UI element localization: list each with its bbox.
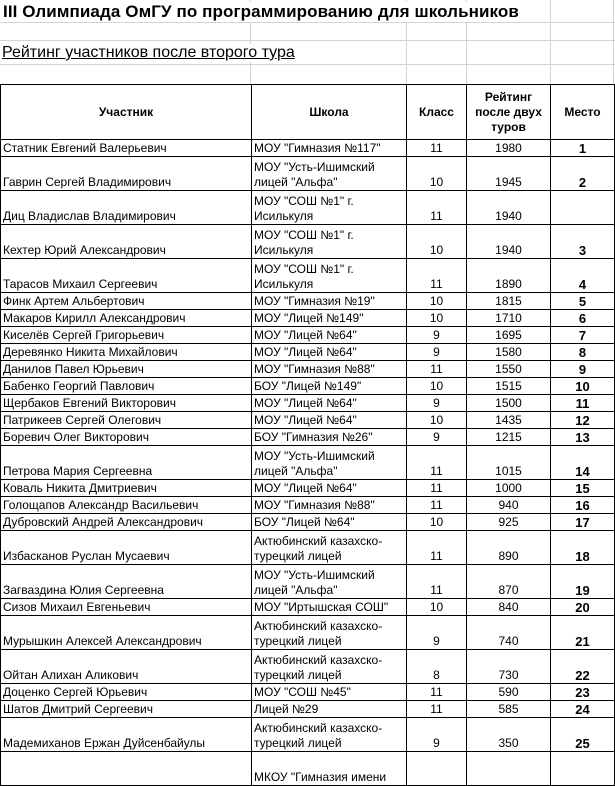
place-cell: 16: [551, 497, 615, 514]
place-cell: 11: [551, 395, 615, 412]
rating-cell: 890: [467, 531, 551, 565]
column-header-place: Место: [551, 85, 615, 140]
table-row: [1, 497, 615, 514]
rating-table: [0, 84, 615, 786]
place-cell: 10: [551, 378, 615, 395]
participant-name-cell: Коваль Никита Дмитриевич: [1, 480, 252, 497]
participant-name-cell: [1, 752, 252, 786]
grade-cell: 11: [407, 497, 467, 514]
table-row: [1, 191, 615, 225]
grade-cell: 11: [407, 140, 467, 157]
grade-cell: 10: [407, 293, 467, 310]
table-row: [1, 718, 615, 752]
school-cell: МОУ "Лицей №64": [252, 480, 407, 497]
participant-name-cell: Патрикеев Сергей Олегович: [1, 412, 252, 429]
place-cell: 17: [551, 514, 615, 531]
participant-name-cell: Макаров Кирилл Александрович: [1, 310, 252, 327]
table-row: [1, 293, 615, 310]
school-cell: Актюбинский казахско-турецкий лицей: [252, 650, 407, 684]
school-cell: МОУ "Лицей №64": [252, 327, 407, 344]
school-cell: Лицей №29: [252, 701, 407, 718]
participant-name-cell: Статник Евгений Валерьевич: [1, 140, 252, 157]
table-row: [1, 310, 615, 327]
participant-name-cell: Ойтан Алихан Аликович: [1, 650, 252, 684]
table-row: [1, 616, 615, 650]
table-row: [1, 480, 615, 497]
school-cell: МОУ "Иртышская СОШ": [252, 599, 407, 616]
rating-cell: 1980: [467, 140, 551, 157]
participant-name-cell: Финк Артем Альбертович: [1, 293, 252, 310]
place-cell: 20: [551, 599, 615, 616]
school-cell: МОУ "Гимназия №88": [252, 361, 407, 378]
participant-name-cell: Тарасов Михаил Сергеевич: [1, 259, 252, 293]
table-row: [1, 514, 615, 531]
table-row: [1, 378, 615, 395]
table-row: [1, 752, 615, 786]
grade-cell: 11: [407, 259, 467, 293]
participant-name-cell: Данилов Павел Юрьевич: [1, 361, 252, 378]
place-cell: [551, 191, 615, 225]
table-row: [1, 361, 615, 378]
rating-cell: 1000: [467, 480, 551, 497]
school-cell: МОУ "СОШ №1" г. Исилькуля: [252, 259, 407, 293]
school-cell: БОУ "Гимназия №26": [252, 429, 407, 446]
table-row: [1, 157, 615, 191]
grade-cell: 10: [407, 514, 467, 531]
column-header-rating: Рейтинг после двух туров: [467, 85, 551, 140]
rating-cell: 1435: [467, 412, 551, 429]
participant-name-cell: Сизов Михаил Евгеньевич: [1, 599, 252, 616]
place-cell: 25: [551, 718, 615, 752]
rating-cell: 1215: [467, 429, 551, 446]
place-cell: 22: [551, 650, 615, 684]
table-header-row: [1, 85, 615, 140]
participant-name-cell: Бабенко Георгий Павлович: [1, 378, 252, 395]
grade-cell: 10: [407, 412, 467, 429]
school-cell: МОУ "Усть-Ишимский лицей "Альфа": [252, 446, 407, 480]
column-header-grade: Класс: [407, 85, 467, 140]
grade-cell: 11: [407, 446, 467, 480]
table-row: [1, 344, 615, 361]
rating-cell: 1550: [467, 361, 551, 378]
school-cell: МОУ "СОШ №1" г. Исилькуля: [252, 191, 407, 225]
rating-cell: 1515: [467, 378, 551, 395]
grade-cell: 11: [407, 531, 467, 565]
grade-cell: 11: [407, 701, 467, 718]
participant-name-cell: Шатов Дмитрий Сергеевич: [1, 701, 252, 718]
school-cell: Актюбинский казахско-турецкий лицей: [252, 531, 407, 565]
place-cell: [551, 752, 615, 786]
grade-cell: 9: [407, 327, 467, 344]
school-cell: МОУ "Гимназия №19": [252, 293, 407, 310]
table-row: [1, 684, 615, 701]
page-title: III Олимпиада ОмГУ по программированию для школьников: [3, 2, 523, 22]
place-cell: 12: [551, 412, 615, 429]
participant-name-cell: Загваздина Юлия Сергеевна: [1, 565, 252, 599]
sheet-gridline: [550, 0, 551, 84]
participant-name-cell: Деревянко Никита Михайлович: [1, 344, 252, 361]
sheet-gridline: [613, 0, 614, 84]
school-cell: МОУ "Лицей №64": [252, 412, 407, 429]
rating-cell: 925: [467, 514, 551, 531]
grade-cell: 10: [407, 310, 467, 327]
rating-cell: 1500: [467, 395, 551, 412]
school-cell: МОУ "СОШ №1" г. Исилькуля: [252, 225, 407, 259]
rating-cell: 585: [467, 701, 551, 718]
place-cell: 3: [551, 225, 615, 259]
school-cell: МОУ "СОШ №45": [252, 684, 407, 701]
place-cell: 7: [551, 327, 615, 344]
school-cell: МОУ "Усть-Ишимский лицей "Альфа": [252, 565, 407, 599]
place-cell: 1: [551, 140, 615, 157]
school-cell: МОУ "Лицей №64": [252, 395, 407, 412]
grade-cell: 9: [407, 344, 467, 361]
school-cell: МОУ "Лицей №149": [252, 310, 407, 327]
grade-cell: 11: [407, 191, 467, 225]
column-header-school: Школа: [252, 85, 407, 140]
place-cell: 2: [551, 157, 615, 191]
school-cell: МОУ "Усть-Ишимский лицей "Альфа": [252, 157, 407, 191]
place-cell: 6: [551, 310, 615, 327]
participant-name-cell: Мадемиханов Ержан Дуйсенбайулы: [1, 718, 252, 752]
school-cell: БОУ "Лицей №64": [252, 514, 407, 531]
rating-cell: 1015: [467, 446, 551, 480]
column-header-participant: Участник: [1, 85, 252, 140]
participant-name-cell: Киселёв Сергей Григорьевич: [1, 327, 252, 344]
school-cell: МКОУ "Гимназия имени: [252, 752, 407, 786]
rating-cell: 1580: [467, 344, 551, 361]
grade-cell: 11: [407, 565, 467, 599]
place-cell: 4: [551, 259, 615, 293]
participant-name-cell: Избасканов Руслан Мусаевич: [1, 531, 252, 565]
rating-cell: 740: [467, 616, 551, 650]
rating-cell: 1815: [467, 293, 551, 310]
sheet-gridline: [0, 22, 615, 23]
rating-cell: 350: [467, 718, 551, 752]
participant-name-cell: Мурышкин Алексей Александрович: [1, 616, 252, 650]
place-cell: 19: [551, 565, 615, 599]
place-cell: 14: [551, 446, 615, 480]
place-cell: 13: [551, 429, 615, 446]
place-cell: 8: [551, 344, 615, 361]
grade-cell: 11: [407, 480, 467, 497]
grade-cell: 11: [407, 361, 467, 378]
rating-cell: [467, 752, 551, 786]
participant-name-cell: Кехтер Юрий Александрович: [1, 225, 252, 259]
grade-cell: 9: [407, 429, 467, 446]
participant-name-cell: Доценко Сергей Юрьевич: [1, 684, 252, 701]
rating-cell: 940: [467, 497, 551, 514]
school-cell: МОУ "Лицей №64": [252, 344, 407, 361]
school-cell: МОУ "Гимназия №88": [252, 497, 407, 514]
grade-cell: 10: [407, 157, 467, 191]
sheet-gridline: [0, 40, 615, 41]
place-cell: 24: [551, 701, 615, 718]
table-row: [1, 259, 615, 293]
participant-name-cell: Гаврин Сергей Владимирович: [1, 157, 252, 191]
table-row: [1, 446, 615, 480]
rating-cell: 1695: [467, 327, 551, 344]
grade-cell: 9: [407, 718, 467, 752]
place-cell: 21: [551, 616, 615, 650]
rating-cell: 730: [467, 650, 551, 684]
rating-cell: 840: [467, 599, 551, 616]
table-row: [1, 395, 615, 412]
participant-name-cell: Боревич Олег Викторович: [1, 429, 252, 446]
participant-name-cell: Щербаков Евгений Викторович: [1, 395, 252, 412]
grade-cell: [407, 752, 467, 786]
table-row: [1, 412, 615, 429]
table-row: [1, 531, 615, 565]
place-cell: 23: [551, 684, 615, 701]
table-row: [1, 565, 615, 599]
school-cell: Актюбинский казахско-турецкий лицей: [252, 616, 407, 650]
rating-cell: 1940: [467, 191, 551, 225]
table-row: [1, 701, 615, 718]
grade-cell: 10: [407, 225, 467, 259]
place-cell: 9: [551, 361, 615, 378]
school-cell: БОУ "Лицей №149": [252, 378, 407, 395]
rating-cell: 1890: [467, 259, 551, 293]
table-row: [1, 599, 615, 616]
grade-cell: 9: [407, 616, 467, 650]
school-cell: МОУ "Гимназия №117": [252, 140, 407, 157]
place-cell: 5: [551, 293, 615, 310]
rating-cell: 870: [467, 565, 551, 599]
school-cell: Актюбинский казахско-турецкий лицей: [252, 718, 407, 752]
rating-cell: 590: [467, 684, 551, 701]
table-row: [1, 650, 615, 684]
grade-cell: 10: [407, 378, 467, 395]
participant-name-cell: Петрова Мария Сергеевна: [1, 446, 252, 480]
rating-cell: 1945: [467, 157, 551, 191]
table-row: [1, 140, 615, 157]
table-row: [1, 429, 615, 446]
grade-cell: 11: [407, 684, 467, 701]
grade-cell: 10: [407, 599, 467, 616]
participant-name-cell: Дубровский Андрей Александрович: [1, 514, 252, 531]
place-cell: 18: [551, 531, 615, 565]
participant-name-cell: Диц Владислав Владимирович: [1, 191, 252, 225]
place-cell: 15: [551, 480, 615, 497]
table-row: [1, 225, 615, 259]
page-subtitle: Рейтинг участников после второго тура: [2, 44, 299, 62]
rating-cell: 1710: [467, 310, 551, 327]
grade-cell: 9: [407, 395, 467, 412]
table-row: [1, 327, 615, 344]
sheet-gridline: [0, 64, 615, 65]
participant-name-cell: Голощапов Александр Васильевич: [1, 497, 252, 514]
grade-cell: 8: [407, 650, 467, 684]
rating-cell: 1940: [467, 225, 551, 259]
